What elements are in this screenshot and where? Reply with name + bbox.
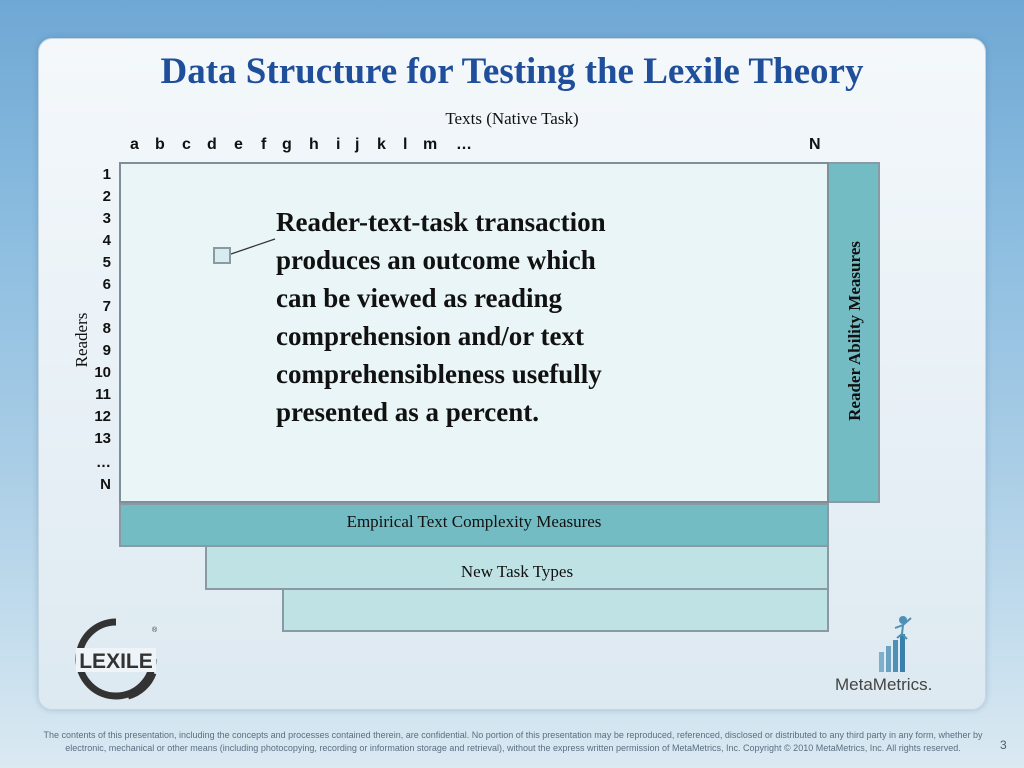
callout-text: Reader-text-task transaction produces an outcome which can be viewed as reading comprehension and/or text comprehensibleness usefully presented as a percent. (276, 207, 606, 427)
confidentiality-footer: The contents of this presentation, including the concepts and processes contained therein, are confidential. No portion of this presentation may be reproduced, referenced, disclosed or distributed to any third party in any form, whether by electronic, mechanical or other means (including photocopying, recording or information storage and retrieval), without the express written permission of MetaMetrics, Inc. Copyright © 2010 MetaMetrics, Inc. All rights reserved. (43, 730, 983, 753)
row-number: 6 (102, 276, 111, 293)
column-letter: j (355, 136, 360, 153)
column-letter: f (261, 136, 267, 153)
row-number: 4 (102, 232, 111, 249)
column-letter: h (309, 136, 319, 153)
texts-axis-label: Texts (Native Task) (445, 109, 579, 128)
row-number: 13 (94, 430, 111, 447)
column-letter: b (155, 136, 165, 153)
row-number: N (100, 476, 111, 493)
column-letter: c (182, 136, 191, 153)
column-letter: i (336, 136, 341, 153)
readers-axis-label: Readers (72, 312, 91, 368)
new-task-types-label: New Task Types (460, 562, 574, 581)
row-number: 7 (102, 298, 111, 315)
metametrics-logo (833, 612, 953, 697)
column-letter: e (234, 136, 243, 153)
reader-ability-label: Reader Ability Measures (845, 241, 864, 421)
page-number: 3 (1000, 738, 1007, 752)
column-letter: … (456, 136, 472, 153)
column-letter: a (130, 136, 139, 153)
row-number: 10 (94, 364, 111, 381)
svg-text:®: ® (152, 627, 158, 634)
row-number: 12 (94, 408, 111, 425)
text-complexity-label: Empirical Text Complexity Measures (346, 512, 602, 531)
column-letter-last: N (809, 136, 821, 153)
row-number: 1 (102, 166, 111, 183)
column-letter: k (377, 136, 386, 153)
svg-text:LEXILE: LEXILE (79, 650, 153, 673)
column-letter: g (282, 136, 292, 153)
row-number: 5 (102, 254, 111, 271)
svg-text:MetaMetrics.: MetaMetrics. (835, 675, 933, 692)
row-number: 11 (95, 386, 111, 403)
row-number: 9 (102, 342, 111, 359)
column-letter: m (423, 136, 438, 153)
lexile-logo (74, 618, 158, 705)
row-number: 8 (102, 320, 111, 337)
row-number: 2 (102, 188, 111, 205)
column-letter: d (207, 136, 217, 153)
column-letter: l (403, 136, 408, 153)
row-number: 3 (102, 210, 111, 227)
slide-title: Data Structure for Testing the Lexile Theory (160, 51, 864, 92)
row-number: … (96, 454, 111, 471)
